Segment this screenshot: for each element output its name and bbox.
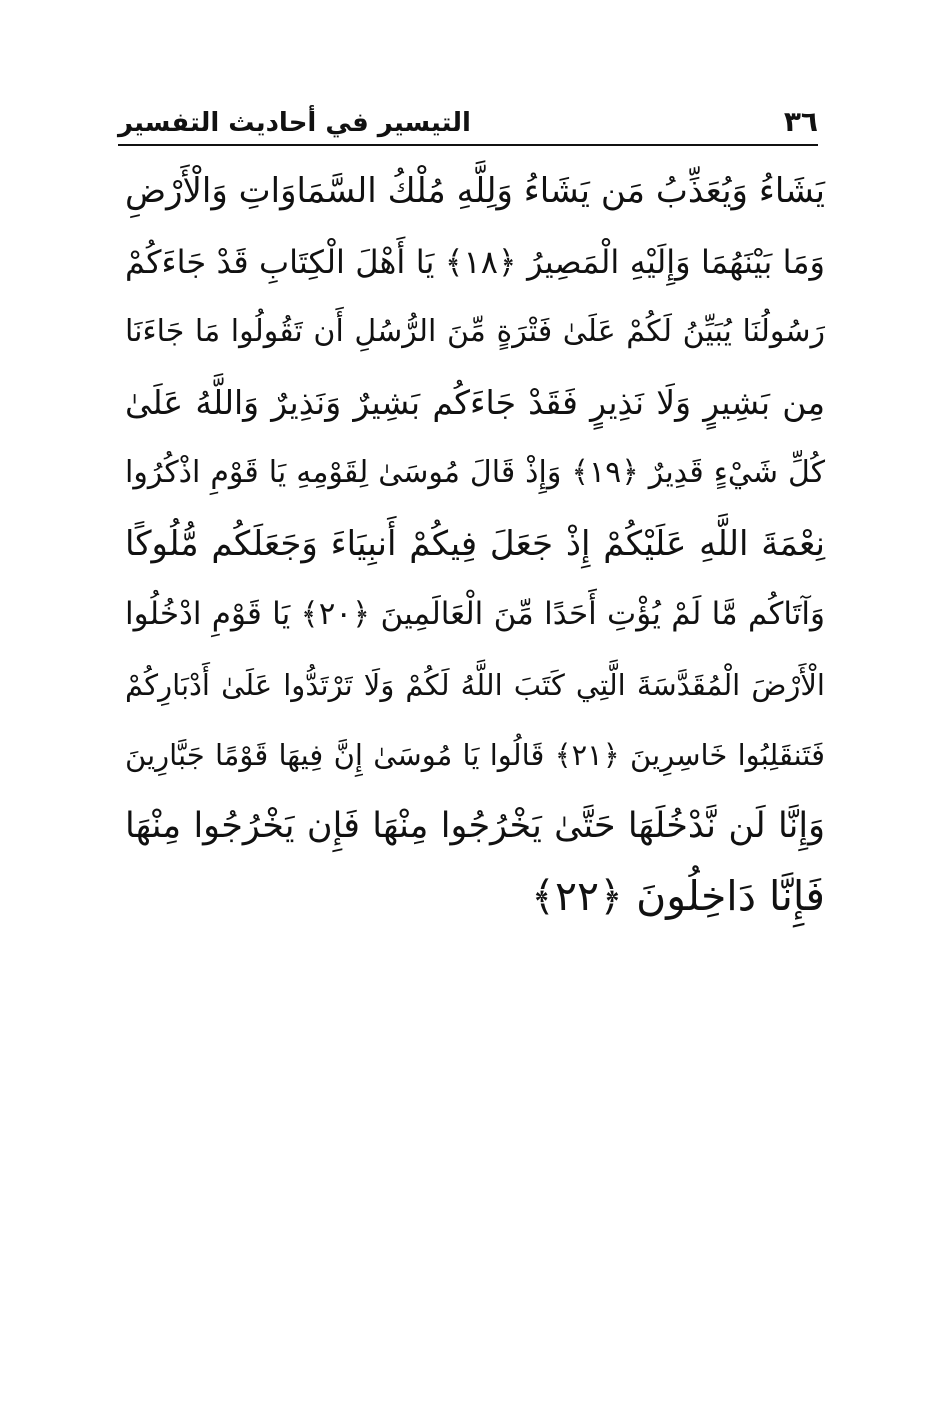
verse-line: مِن بَشِيرٍ وَلَا نَذِيرٍ فَقَدْ جَاءَكُم بَشِيرٌ وَنَذِيرٌ وَاللَّهُ عَلَىٰ (125, 382, 825, 422)
verse-line: يَشَاءُ وَيُعَذِّبُ مَن يَشَاءُ وَلِلَّهِ مُلْكُ السَّمَاوَاتِ وَالْأَرْضِ (125, 171, 825, 211)
quran-verses-block (125, 156, 825, 932)
verse-line: نِعْمَةَ اللَّهِ عَلَيْكُمْ إِذْ جَعَلَ فِيكُمْ أَنبِيَاءَ وَجَعَلَكُم مُّلُوكًا (125, 523, 825, 564)
book-title: التيسير في أحاديث التفسير (118, 108, 471, 138)
verse-line: فَتَنقَلِبُوا خَاسِرِينَ ﴿٢١﴾ قَالُوا يَا مُوسَىٰ إِنَّ فِيهَا قَوْمًا جَبَّارِينَ (125, 738, 825, 772)
verse-line: فَإِنَّا دَاخِلُونَ ﴿٢٢﴾ (530, 872, 825, 920)
verse-line: وَمَا بَيْنَهُمَا وَإِلَيْهِ الْمَصِيرُ ﴿١٨﴾ يَا أَهْلَ الْكِتَابِ قَدْ جَاءَكُمْ (125, 242, 826, 281)
verse-line: وَآتَاكُم مَّا لَمْ يُؤْتِ أَحَدًا مِّنَ الْعَالَمِينَ ﴿٢٠﴾ يَا قَوْمِ ادْخُلُوا (125, 596, 825, 632)
verse-line: كُلِّ شَيْءٍ قَدِيرٌ ﴿١٩﴾ وَإِذْ قَالَ مُوسَىٰ لِقَوْمِهِ يَا قَوْمِ اذْكُرُوا (125, 455, 825, 490)
verse-line: الْأَرْضَ الْمُقَدَّسَةَ الَّتِي كَتَبَ اللَّهُ لَكُمْ وَلَا تَرْتَدُّوا عَلَىٰ أَدْبَارِكُمْ (125, 667, 825, 702)
verse-line: وَإِنَّا لَن نَّدْخُلَهَا حَتَّىٰ يَخْرُجُوا مِنْهَا فَإِن يَخْرُجُوا مِنْهَا (125, 805, 825, 846)
header-rule (118, 144, 818, 146)
page-number: ٣٦ (783, 105, 818, 138)
verse-line: رَسُولُنَا يُبَيِّنُ لَكُمْ عَلَىٰ فَتْرَةٍ مِّنَ الرُّسُلِ أَن تَقُولُوا مَا جَاءَنَا (125, 314, 825, 349)
running-header (118, 104, 818, 144)
